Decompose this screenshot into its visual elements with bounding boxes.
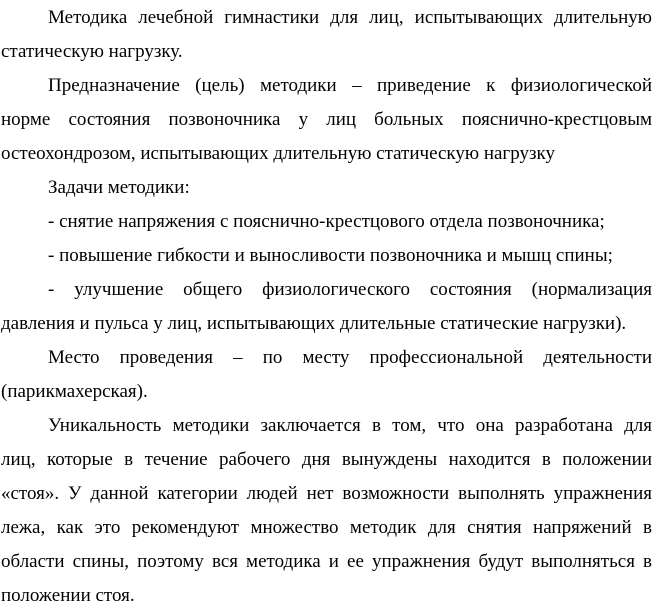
text-line: норме состояния позвоночника у лиц больных пояснично-крестцовым	[1, 109, 652, 130]
paragraph-task-item-2	[1, 239, 652, 273]
text-line: лежа, как это рекомендуют множество методик для снятия напряжений в	[1, 517, 652, 538]
text-line: - улучшение общего физиологического состояния (нормализация	[48, 279, 652, 300]
paragraph-task-item-1	[1, 205, 652, 239]
text-line: Методика лечебной гимнастики для лиц, испытывающих длительную	[48, 7, 652, 28]
text-line: Предназначение (цель) методики – приведение к физиологической	[48, 75, 652, 96]
text-line: Задачи методики:	[48, 177, 190, 198]
paragraph-tasks-heading	[1, 171, 652, 205]
text-line: - снятие напряжения с пояснично-крестцового отдела позвоночника;	[48, 211, 605, 232]
text-line: (парикмахерская).	[1, 381, 148, 402]
text-line: Уникальность методики заключается в том, что она разработана для	[48, 415, 652, 436]
paragraph-task-item-3	[1, 273, 652, 341]
paragraph-purpose	[1, 69, 652, 171]
text-line: остеохондрозом, испытывающих длительную статическую нагрузку	[1, 143, 555, 164]
text-line: лиц, которые в течение рабочего дня вынуждены находится в положении	[1, 449, 652, 470]
paragraph-location	[1, 341, 652, 409]
text-line: «стоя». У данной категории людей нет возможности выполнять упражнения	[1, 483, 652, 504]
paragraph-uniqueness	[1, 409, 652, 613]
text-line: области спины, поэтому вся методика и ее упражнения будут выполняться в	[1, 551, 652, 572]
text-line: - повышение гибкости и выносливости позвоночника и мышц спины;	[48, 245, 613, 266]
text-line: положении стоя.	[1, 585, 135, 606]
text-line: Место проведения – по месту профессиональной деятельности	[48, 347, 652, 368]
text-line: давления и пульса у лиц, испытывающих длительные статические нагрузки).	[1, 313, 627, 334]
paragraph-title	[1, 1, 652, 69]
text-line: статическую нагрузку.	[1, 41, 183, 62]
